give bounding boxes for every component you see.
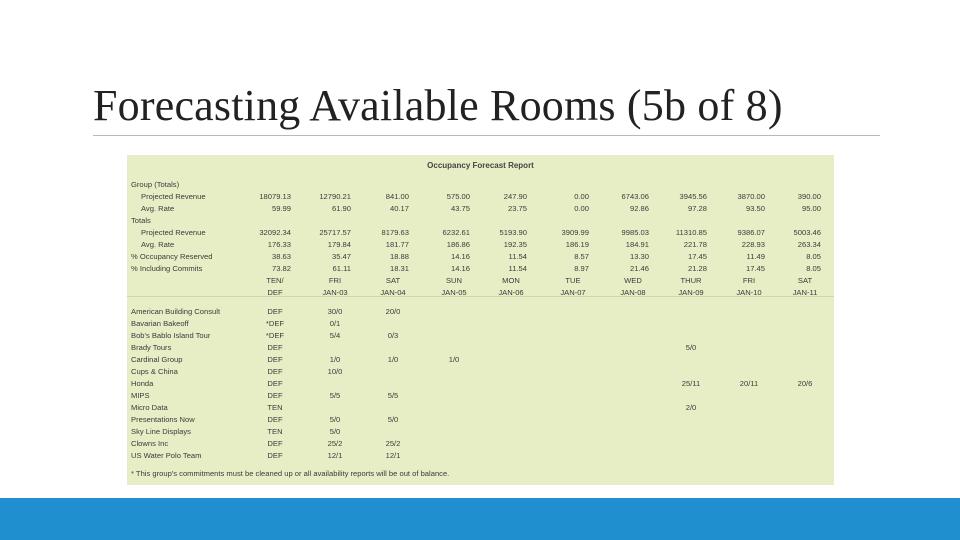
summary-cell: 12790.21 bbox=[319, 192, 351, 201]
summary-cell: 192.35 bbox=[503, 240, 527, 249]
summary-cell: 8179.63 bbox=[381, 228, 409, 237]
summary-row bbox=[127, 203, 834, 215]
group-commit-cell: 0/3 bbox=[387, 331, 399, 340]
summary-cell: 11.49 bbox=[746, 252, 765, 261]
title-underline bbox=[93, 135, 880, 136]
group-name: Presentations Now bbox=[131, 415, 195, 424]
group-name: Bavarian Bakeoff bbox=[131, 319, 189, 328]
group-name: Cups & China bbox=[131, 367, 178, 376]
group-commit-cell: 20/11 bbox=[739, 379, 759, 388]
summary-cell: 61.90 bbox=[331, 204, 351, 213]
group-commit-cell: 12/1 bbox=[327, 451, 343, 460]
group-commit-cell: 1/0 bbox=[387, 355, 399, 364]
summary-cell: 40.17 bbox=[389, 204, 409, 213]
date-header-cell: JAN-05 bbox=[441, 288, 467, 297]
date-header-row bbox=[127, 287, 834, 299]
group-row bbox=[127, 426, 834, 438]
group-status: TEN bbox=[267, 427, 283, 436]
summary-cell: 95.00 bbox=[801, 204, 821, 213]
group-status: TEN bbox=[267, 403, 283, 412]
summary-cell: 43.75 bbox=[450, 204, 470, 213]
group-commit-cell: 5/5 bbox=[329, 391, 341, 400]
summary-cell: 8.05 bbox=[806, 264, 821, 273]
summary-cell: 841.00 bbox=[385, 192, 409, 201]
group-commit-cell: 5/4 bbox=[329, 331, 341, 340]
group-row bbox=[127, 390, 834, 402]
date-header-cell: THUR bbox=[680, 276, 702, 285]
group-commit-cell: 25/2 bbox=[385, 439, 401, 448]
summary-cell: 228.93 bbox=[741, 240, 765, 249]
group-row bbox=[127, 354, 834, 366]
group-row bbox=[127, 378, 834, 390]
group-name: MIPS bbox=[131, 391, 150, 400]
summary-cell: 97.28 bbox=[687, 204, 707, 213]
summary-cell: 9985.03 bbox=[621, 228, 649, 237]
occupancy-forecast-report bbox=[127, 155, 834, 485]
group-row bbox=[127, 330, 834, 342]
summary-cell: 575.00 bbox=[446, 192, 470, 201]
group-status: DEF bbox=[267, 343, 283, 352]
date-header-cell: SAT bbox=[385, 276, 401, 285]
date-header-cell: JAN-09 bbox=[678, 288, 704, 297]
summary-cell: 186.19 bbox=[565, 240, 589, 249]
group-row bbox=[127, 306, 834, 318]
summary-cell: 14.16 bbox=[450, 252, 470, 261]
group-commit-cell: 25/2 bbox=[327, 439, 343, 448]
summary-row-label: Projected Revenue bbox=[141, 192, 206, 201]
group-name: Bob's Bablo Island Tour bbox=[131, 331, 211, 340]
summary-row bbox=[127, 263, 834, 275]
summary-cell: 21.28 bbox=[687, 264, 707, 273]
group-row bbox=[127, 342, 834, 354]
summary-cell: 61.11 bbox=[332, 264, 351, 273]
summary-cell: 0.00 bbox=[574, 192, 589, 201]
group-name: American Building Consult bbox=[131, 307, 221, 316]
summary-cell: 11.54 bbox=[508, 252, 527, 261]
summary-cell: 38.63 bbox=[271, 252, 291, 261]
summary-cell: 390.00 bbox=[797, 192, 821, 201]
summary-row bbox=[127, 227, 834, 239]
date-header-cell: JAN-06 bbox=[498, 288, 524, 297]
group-commit-cell: 20/6 bbox=[797, 379, 813, 388]
summary-cell: 6232.61 bbox=[442, 228, 470, 237]
summary-cell: 186.86 bbox=[446, 240, 470, 249]
date-header-cell: JAN-11 bbox=[792, 288, 818, 297]
summary-cell: 14.16 bbox=[450, 264, 470, 273]
group-row bbox=[127, 414, 834, 426]
summary-cell: 6743.06 bbox=[621, 192, 649, 201]
group-name: Brady Tours bbox=[131, 343, 172, 352]
group-status: *DEF bbox=[265, 331, 285, 340]
summary-cell: 3870.00 bbox=[737, 192, 765, 201]
group-row bbox=[127, 366, 834, 378]
group-row bbox=[127, 438, 834, 450]
summary-cell: 13.30 bbox=[629, 252, 649, 261]
date-header-cell: SUN bbox=[445, 276, 463, 285]
summary-cell: 5003.46 bbox=[793, 228, 821, 237]
group-commit-cell: 5/5 bbox=[387, 391, 399, 400]
summary-cell: 0.00 bbox=[574, 204, 589, 213]
summary-cell: 9386.07 bbox=[737, 228, 765, 237]
summary-cell: 184.91 bbox=[625, 240, 649, 249]
summary-cell: 3909.99 bbox=[561, 228, 589, 237]
date-header-cell: MON bbox=[502, 276, 520, 285]
summary-row bbox=[127, 191, 834, 203]
group-status: DEF bbox=[267, 439, 283, 448]
summary-cell: 73.82 bbox=[271, 264, 291, 273]
summary-cell: 59.99 bbox=[271, 204, 291, 213]
date-header-cell: JAN-10 bbox=[736, 288, 762, 297]
date-header-cell: JAN-07 bbox=[560, 288, 586, 297]
group-commit-cell: 0/1 bbox=[329, 319, 341, 328]
summary-cell: 3945.56 bbox=[679, 192, 707, 201]
summary-cell: 263.34 bbox=[797, 240, 821, 249]
date-header-cell: JAN-03 bbox=[322, 288, 348, 297]
summary-row-label: Avg. Rate bbox=[141, 204, 175, 213]
group-name: US Water Polo Team bbox=[131, 451, 202, 460]
summary-cell: 23.75 bbox=[507, 204, 527, 213]
report-footnote: * This group's commitments must be cleaned up or all availability reports will be out of balance. bbox=[131, 469, 450, 478]
summary-row-label: Group (Totals) bbox=[131, 180, 180, 189]
summary-cell: 11.54 bbox=[508, 264, 527, 273]
summary-cell: 176.33 bbox=[267, 240, 291, 249]
group-commit-cell: 1/0 bbox=[448, 355, 460, 364]
date-header-cell: WED bbox=[624, 276, 642, 285]
group-commit-cell: 1/0 bbox=[329, 355, 341, 364]
summary-cell: 35.47 bbox=[331, 252, 351, 261]
summary-cell: 17.45 bbox=[687, 252, 707, 261]
summary-cell: 17.45 bbox=[745, 264, 765, 273]
summary-row bbox=[127, 215, 834, 227]
group-status: DEF bbox=[267, 355, 283, 364]
group-commit-cell: 5/0 bbox=[329, 427, 341, 436]
summary-cell: 32092.34 bbox=[259, 228, 291, 237]
group-status: DEF bbox=[267, 367, 283, 376]
date-header-cell: JAN-08 bbox=[620, 288, 646, 297]
summary-cell: 92.86 bbox=[629, 204, 649, 213]
date-header-cell: TEN/ bbox=[266, 276, 284, 285]
group-commit-cell: 10/0 bbox=[327, 367, 343, 376]
summary-cell: 11310.85 bbox=[675, 228, 707, 237]
date-header-cell: DEF bbox=[267, 288, 283, 297]
group-status: DEF bbox=[267, 451, 283, 460]
group-status: DEF bbox=[267, 379, 283, 388]
slide-title: Forecasting Available Rooms (5b of 8) bbox=[93, 81, 783, 130]
summary-cell: 8.05 bbox=[806, 252, 821, 261]
group-commit-cell: 20/0 bbox=[385, 307, 401, 316]
group-commit-cell: 30/0 bbox=[327, 307, 343, 316]
group-row bbox=[127, 450, 834, 462]
date-header-cell: JAN-04 bbox=[380, 288, 406, 297]
summary-cell: 93.50 bbox=[745, 204, 765, 213]
date-header-cell: TUE bbox=[565, 276, 581, 285]
group-name: Cardinal Group bbox=[131, 355, 183, 364]
summary-row-label: Avg. Rate bbox=[141, 240, 175, 249]
footer-bar bbox=[0, 498, 960, 540]
group-status: DEF bbox=[267, 307, 283, 316]
summary-cell: 18079.13 bbox=[259, 192, 291, 201]
group-commit-cell: 5/0 bbox=[685, 343, 697, 352]
group-row bbox=[127, 402, 834, 414]
date-header-row bbox=[127, 275, 834, 287]
group-commit-cell: 5/0 bbox=[329, 415, 341, 424]
summary-row bbox=[127, 239, 834, 251]
report-title: Occupancy Forecast Report bbox=[427, 161, 534, 170]
summary-cell: 5193.90 bbox=[499, 228, 527, 237]
summary-cell: 247.90 bbox=[503, 192, 527, 201]
summary-row bbox=[127, 251, 834, 263]
group-commit-cell: 25/11 bbox=[681, 379, 701, 388]
summary-cell: 18.31 bbox=[389, 264, 409, 273]
summary-cell: 179.84 bbox=[327, 240, 351, 249]
date-header-cell: SAT bbox=[797, 276, 813, 285]
group-name: Micro Data bbox=[131, 403, 168, 412]
summary-cell: 25717.57 bbox=[319, 228, 351, 237]
group-name: Sky Line Displays bbox=[131, 427, 191, 436]
date-header-cell: FRI bbox=[742, 276, 756, 285]
summary-cell: 21.46 bbox=[629, 264, 649, 273]
group-status: *DEF bbox=[265, 319, 285, 328]
summary-row bbox=[127, 179, 834, 191]
group-status: DEF bbox=[267, 415, 283, 424]
group-commit-cell: 12/1 bbox=[385, 451, 401, 460]
summary-cell: 221.78 bbox=[683, 240, 707, 249]
summary-cell: 18.88 bbox=[389, 252, 409, 261]
group-status: DEF bbox=[267, 391, 283, 400]
summary-row-label: % Including Commits bbox=[131, 264, 203, 273]
group-row bbox=[127, 318, 834, 330]
group-name: Clowns Inc bbox=[131, 439, 169, 448]
group-name: Honda bbox=[131, 379, 154, 388]
summary-cell: 8.97 bbox=[574, 264, 589, 273]
summary-row-label: % Occupancy Reserved bbox=[131, 252, 213, 261]
group-commit-cell: 5/0 bbox=[387, 415, 399, 424]
group-commit-cell: 2/0 bbox=[685, 403, 697, 412]
date-header-cell: FRI bbox=[328, 276, 342, 285]
summary-cell: 181.77 bbox=[385, 240, 409, 249]
summary-cell: 8.57 bbox=[574, 252, 589, 261]
summary-row-label: Projected Revenue bbox=[141, 228, 206, 237]
summary-row-label: Totals bbox=[131, 216, 151, 225]
